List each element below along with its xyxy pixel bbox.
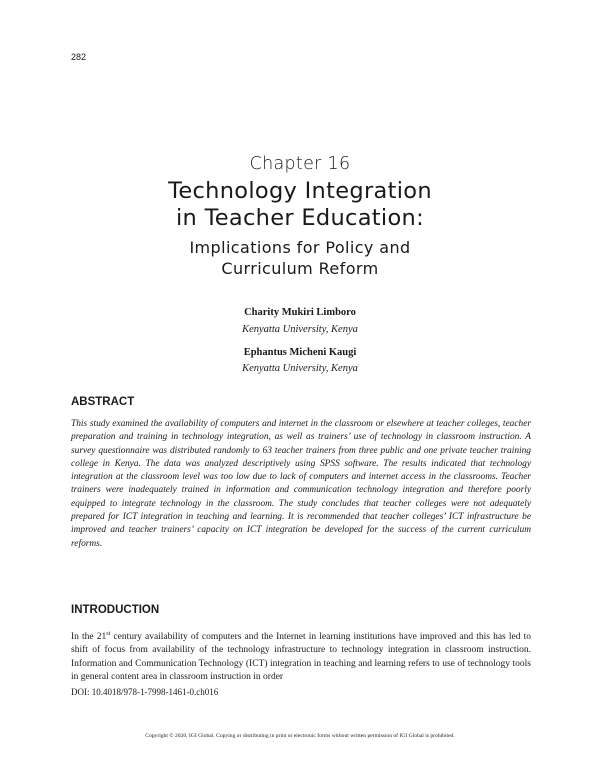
abstract-text: This study examined the availability of computers and internet in the classroom or elsewhere at teacher colleges, teacher preparation and training in technology integration, as well as trainers’ use of technology in classroom instruction. A survey questionnaire was distributed randomly to 63 teacher trainers from three public and one private teacher training college in Kenya. The data was analyzed descriptively using SPSS software. The results indicated that technology integration at the classroom level was too low due to lack of computers and internet access in the classrooms. Teacher trainers were inadequately trained in information and communication technology integration and therefore poorly equipped to integrate technology in the classroom. The study concludes that teacher colleges were not adequately prepared for ICT integration in teaching and learning. It is recommended that teacher colleges’ ICT infrastructure be improved and teacher trainers’ capacity on ICT integration be developed for the success of the current curriculum reforms.	[71, 419, 531, 549]
ordinal-superscript: st	[106, 630, 111, 637]
chapter-subtitle	[0, 237, 600, 279]
introduction-text	[71, 631, 531, 685]
chapter-subtitle-line-2: Curriculum Reform	[221, 259, 379, 278]
author-name: Ephantus Micheni Kaugi	[243, 347, 357, 358]
abstract-heading: ABSTRACT	[71, 396, 135, 408]
chapter-title	[0, 178, 600, 232]
chapter-subtitle-line-1: Implications for Policy and	[189, 238, 411, 257]
page-number: 282	[71, 52, 87, 62]
chapter-title-line-1: Technology Integration	[168, 178, 432, 204]
introduction-heading: INTRODUCTION	[71, 604, 160, 616]
author-affiliation: Kenyatta University, Kenya	[242, 363, 358, 374]
chapter-title-line-2: in Teacher Education:	[176, 205, 424, 231]
introduction-text-start: In the 21	[71, 632, 107, 642]
doi: DOI: 10.4018/978-1-7998-1461-0.ch016	[71, 687, 219, 697]
author-affiliation: Kenyatta University, Kenya	[242, 324, 358, 335]
author-name: Charity Mukiri Limboro	[244, 307, 356, 318]
introduction-text-rest: century availability of computers and the Internet in learning institutions have improved and this has led to shift of focus from availability of the technology infrastructure to technology integration in classroom instruction. Information and Communication Technology (ICT) integration in teaching and learning refers to use of technology tools in general content area in classroom instruction in order	[71, 632, 531, 683]
chapter-label: Chapter 16	[249, 154, 351, 174]
copyright-notice: Copyright © 2020, IGI Global. Copying or distributing in print or electronic forms without written permission of IGI Global is prohibited.	[145, 733, 455, 739]
